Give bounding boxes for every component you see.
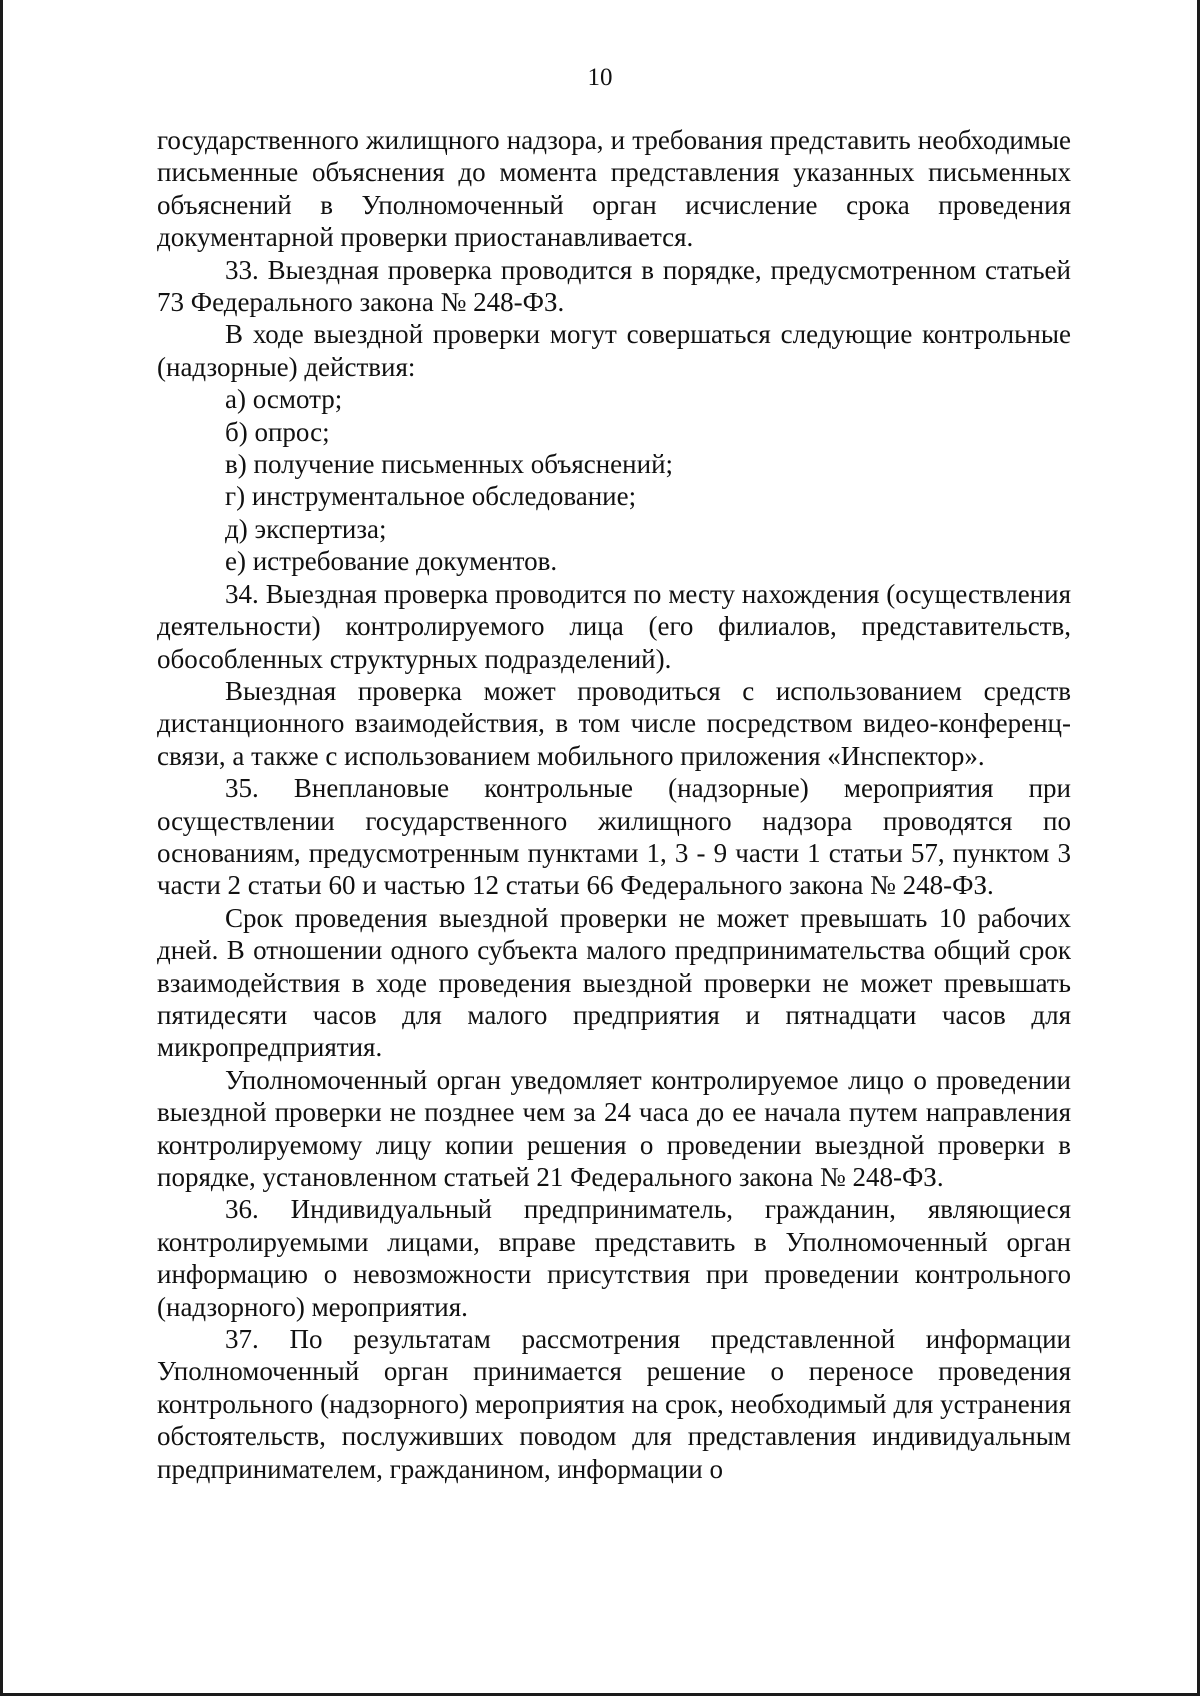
scan-border-left: [0, 0, 3, 1696]
page-number: 10: [587, 64, 613, 91]
paragraph: 34. Выездная проверка проводится по месту нахождения (осуществления деятельности) контролируемого лица (его филиалов, представительств, обособленных структурных подразделений).: [157, 578, 1071, 674]
paragraph: государственного жилищного надзора, и требования представить необходимые письменные объяснения до момента представления указанных письменных объяснений в Уполномоченный орган исчисление срока проведения документарной проверки приостанавливается.: [157, 125, 1071, 253]
list-item: г) инструментальное обследование;: [225, 481, 637, 512]
paragraph: Срок проведения выездной проверки не может превышать 10 рабочих дней. В отношении одного субъекта малого предпринимательства общий срок взаимодействия в ходе проведения выездной проверки не может превышать пятидесяти часов для малого предприятия и пятнадцати часов для микропредприятия.: [157, 902, 1071, 1063]
list-item: в) получение письменных объяснений;: [225, 449, 674, 480]
paragraph: Уполномоченный орган уведомляет контролируемое лицо о проведении выездной проверки не позднее чем за 24 часа до ее начала путем направления контролируемому лицу копии решения о проведении выездной проверки в порядке, установленном статьей 21 Федерального закона № 248-ФЗ.: [157, 1064, 1071, 1192]
paragraph: В ходе выездной проверки могут совершаться следующие контрольные (надзорные) действия:: [157, 319, 1071, 382]
paragraph: 33. Выездная проверка проводится в порядке, предусмотренном статьей 73 Федерального закона № 248-ФЗ.: [157, 254, 1071, 318]
paragraph: Выездная проверка может проводиться с использованием средств дистанционного взаимодействия, в том числе посредством видео-конференц-связи, а также с использованием мобильного приложения «Инспектор».: [157, 675, 1071, 771]
document-body: [157, 124, 1071, 1485]
paragraph: 37. По результатам рассмотрения представленной информации Уполномоченный орган принимается решение о переносе проведения контрольного (надзорного) мероприятия на срок, необходимый для устранения обстоятельств, послуживших поводом для представления индивидуальным предпринимателем, гражданином, информации о: [157, 1324, 1071, 1484]
list-item: е) истребование документов.: [225, 546, 558, 577]
paragraph: 35. Внеплановые контрольные (надзорные) мероприятия при осуществлении государственного жилищного надзора проводятся по основаниям, предусмотренным пунктами 1, 3 - 9 части 1 статьи 57, пунктом 3 части 2 статьи 60 и частью 12 статьи 66 Федерального закона № 248-ФЗ.: [157, 773, 1071, 901]
list-item: а) осмотр;: [225, 384, 343, 415]
paragraph: 36. Индивидуальный предприниматель, гражданин, являющиеся контролируемыми лицами, вправе представить в Уполномоченный орган информацию о невозможности присутствия при проведении контрольного (надзорного) мероприятия.: [157, 1194, 1071, 1322]
list-item: б) опрос;: [225, 416, 330, 447]
list-item: д) экспертиза;: [225, 513, 387, 544]
